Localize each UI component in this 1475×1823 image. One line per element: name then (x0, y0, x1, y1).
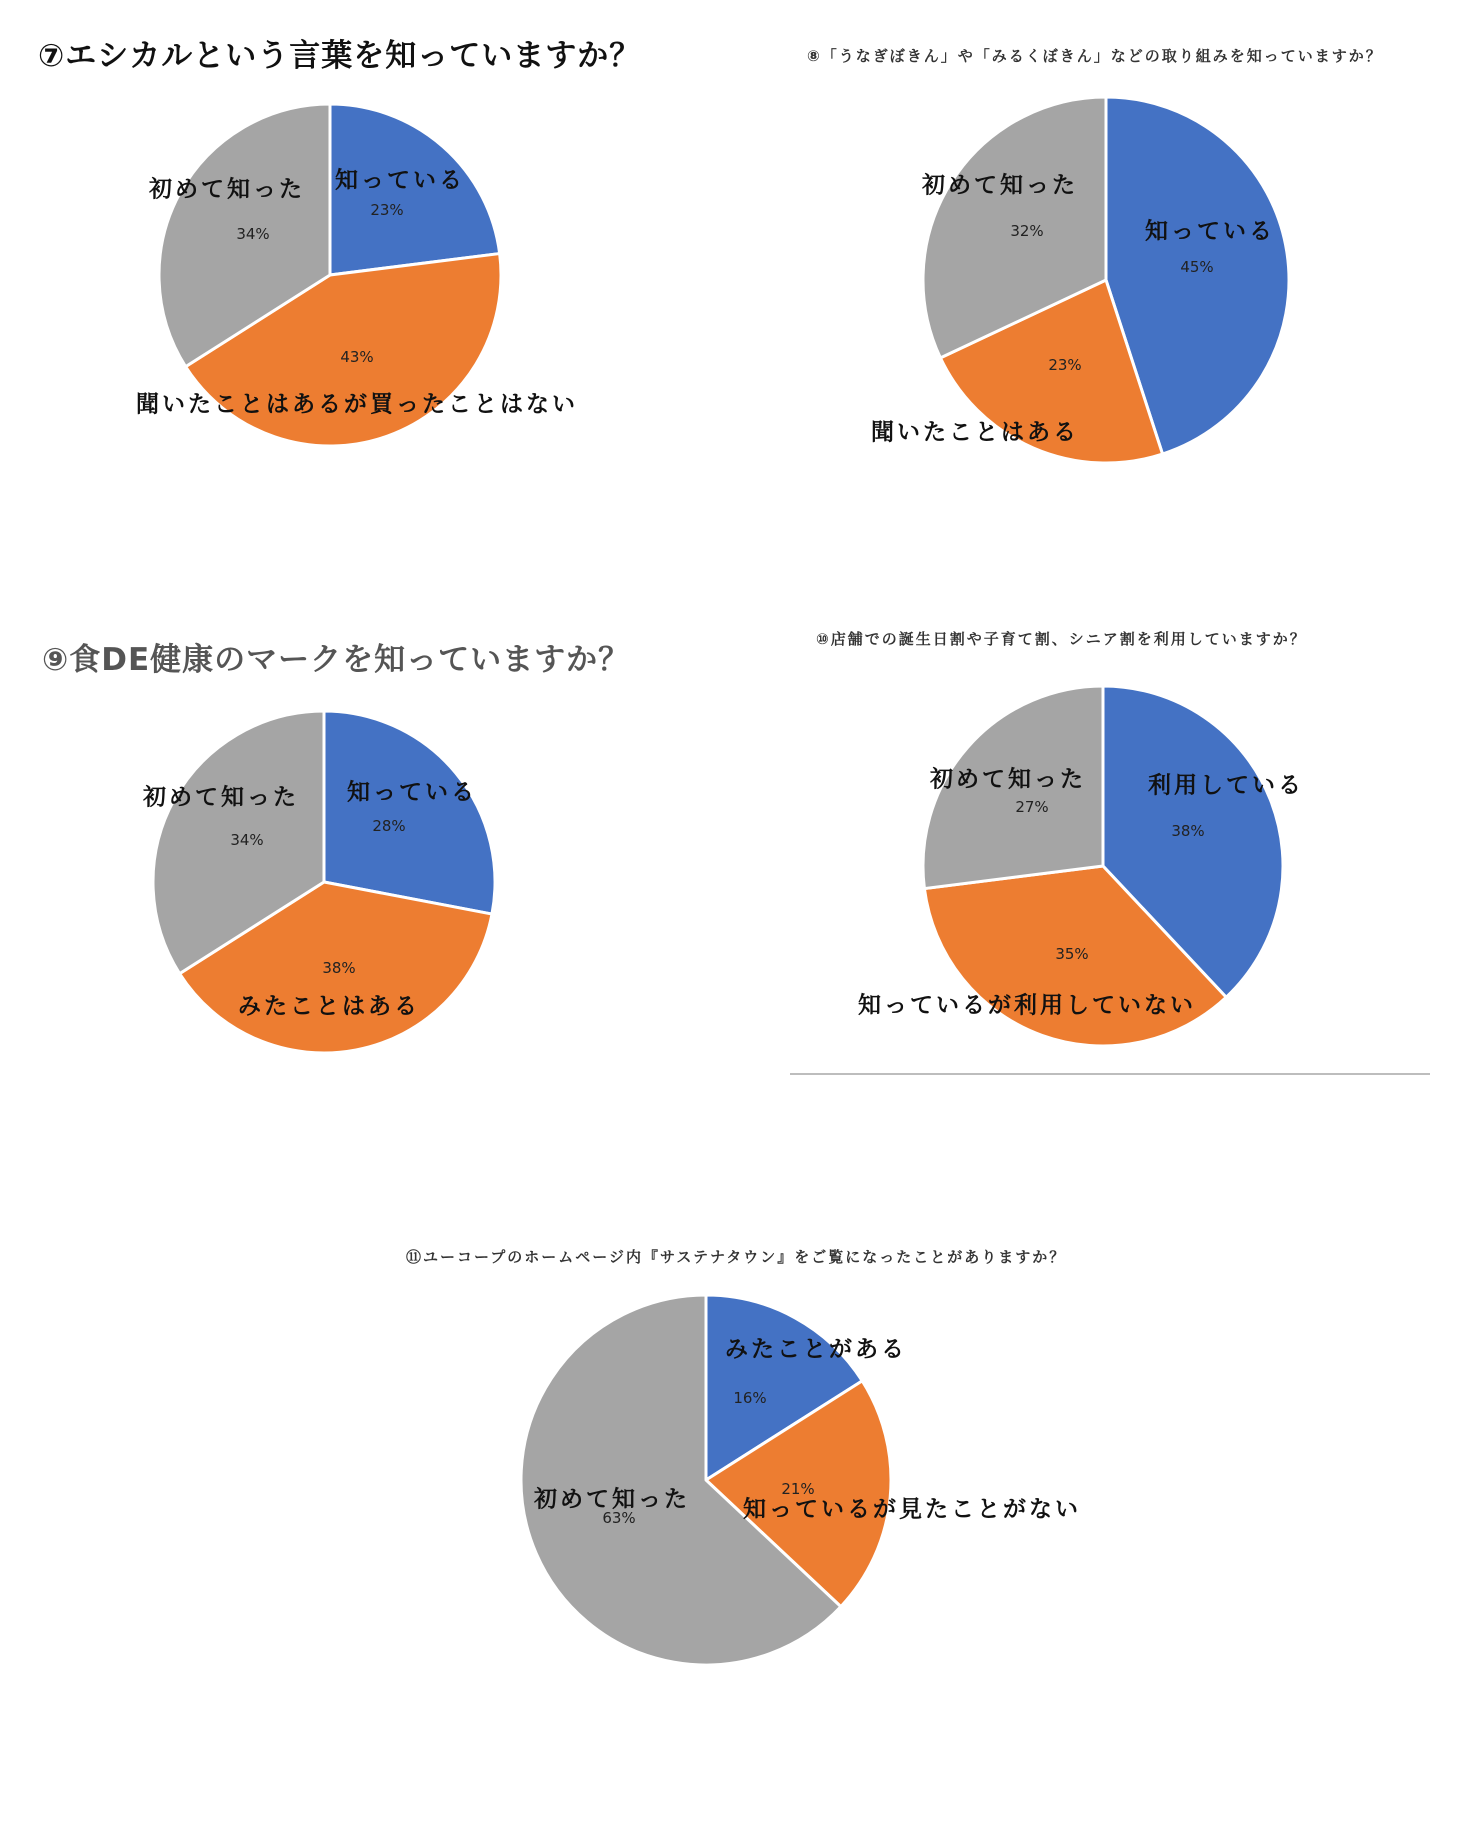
slice-label-heard: 聞いたことはあるが買ったことはない (136, 391, 578, 418)
slice-label-known-not-seen: 知っているが見たことがない (743, 1496, 1081, 1523)
pie-slice-0 (324, 711, 495, 914)
slice-label-heard: 聞いたことはある (871, 419, 1079, 446)
pie-chart-q8 (737, 0, 1475, 560)
chart-title: ⑦エシカルという言葉を知っていますか？ (38, 38, 642, 74)
slice-percent-first-time: 34% (236, 225, 270, 243)
pie-chart-q11 (0, 1200, 1475, 1823)
pie-chart-q10 (737, 600, 1475, 1070)
slice-percent-known: 23% (370, 201, 404, 219)
slice-percent-first-time: 63% (602, 1509, 636, 1527)
slice-percent-known-not-using: 35% (1055, 945, 1089, 963)
slice-label-first-time: 初めて知った (930, 766, 1086, 793)
slice-percent-known-not-seen: 21% (781, 1480, 815, 1498)
slice-percent-known: 28% (372, 817, 406, 835)
slice-label-using: 利用している (1148, 772, 1304, 799)
chart-title: ⑩店舗での誕生日割や子育て割、シニア割を利用していますか？ (816, 630, 1307, 648)
slice-percent-seen: 38% (322, 959, 356, 977)
slice-label-known: 知っている (347, 779, 477, 806)
slice-label-known: 知っている (335, 167, 465, 194)
slice-percent-known: 45% (1180, 258, 1214, 276)
slice-label-known: 知っている (1145, 218, 1275, 245)
slice-label-first-time: 初めて知った (149, 176, 305, 203)
chart-title: ⑨食DE健康のマークを知っていますか？ (42, 642, 631, 678)
slice-percent-first-time: 34% (230, 831, 264, 849)
slice-percent-seen: 16% (733, 1389, 767, 1407)
divider (790, 1073, 1430, 1075)
slice-percent-heard: 43% (340, 348, 374, 366)
pie-svg (0, 0, 737, 560)
slice-label-first-time: 初めて知った (922, 172, 1078, 199)
slice-percent-first-time: 27% (1015, 798, 1049, 816)
chart-title: ⑪ユーコープのホームページ内『サステナタウン』をご覧になったことがありますか？ (406, 1248, 1067, 1266)
slice-percent-heard: 23% (1048, 356, 1082, 374)
slice-label-seen: みたことはある (238, 993, 420, 1020)
slice-label-seen: みたことがある (725, 1336, 907, 1363)
chart-title: ⑧「うなぎぼきん」や「みるくぼきん」などの取り組みを知っていますか？ (807, 47, 1383, 65)
slice-label-first-time: 初めて知った (534, 1486, 690, 1513)
slice-percent-first-time: 32% (1010, 222, 1044, 240)
pie-chart-q7 (0, 0, 737, 560)
slice-percent-using: 38% (1171, 822, 1205, 840)
slice-label-first-time: 初めて知った (143, 784, 299, 811)
pie-svg (0, 1200, 1475, 1823)
pie-svg (737, 0, 1475, 560)
pie-chart-q9 (0, 600, 737, 1070)
slice-label-known-not-using: 知っているが利用していない (858, 992, 1196, 1019)
